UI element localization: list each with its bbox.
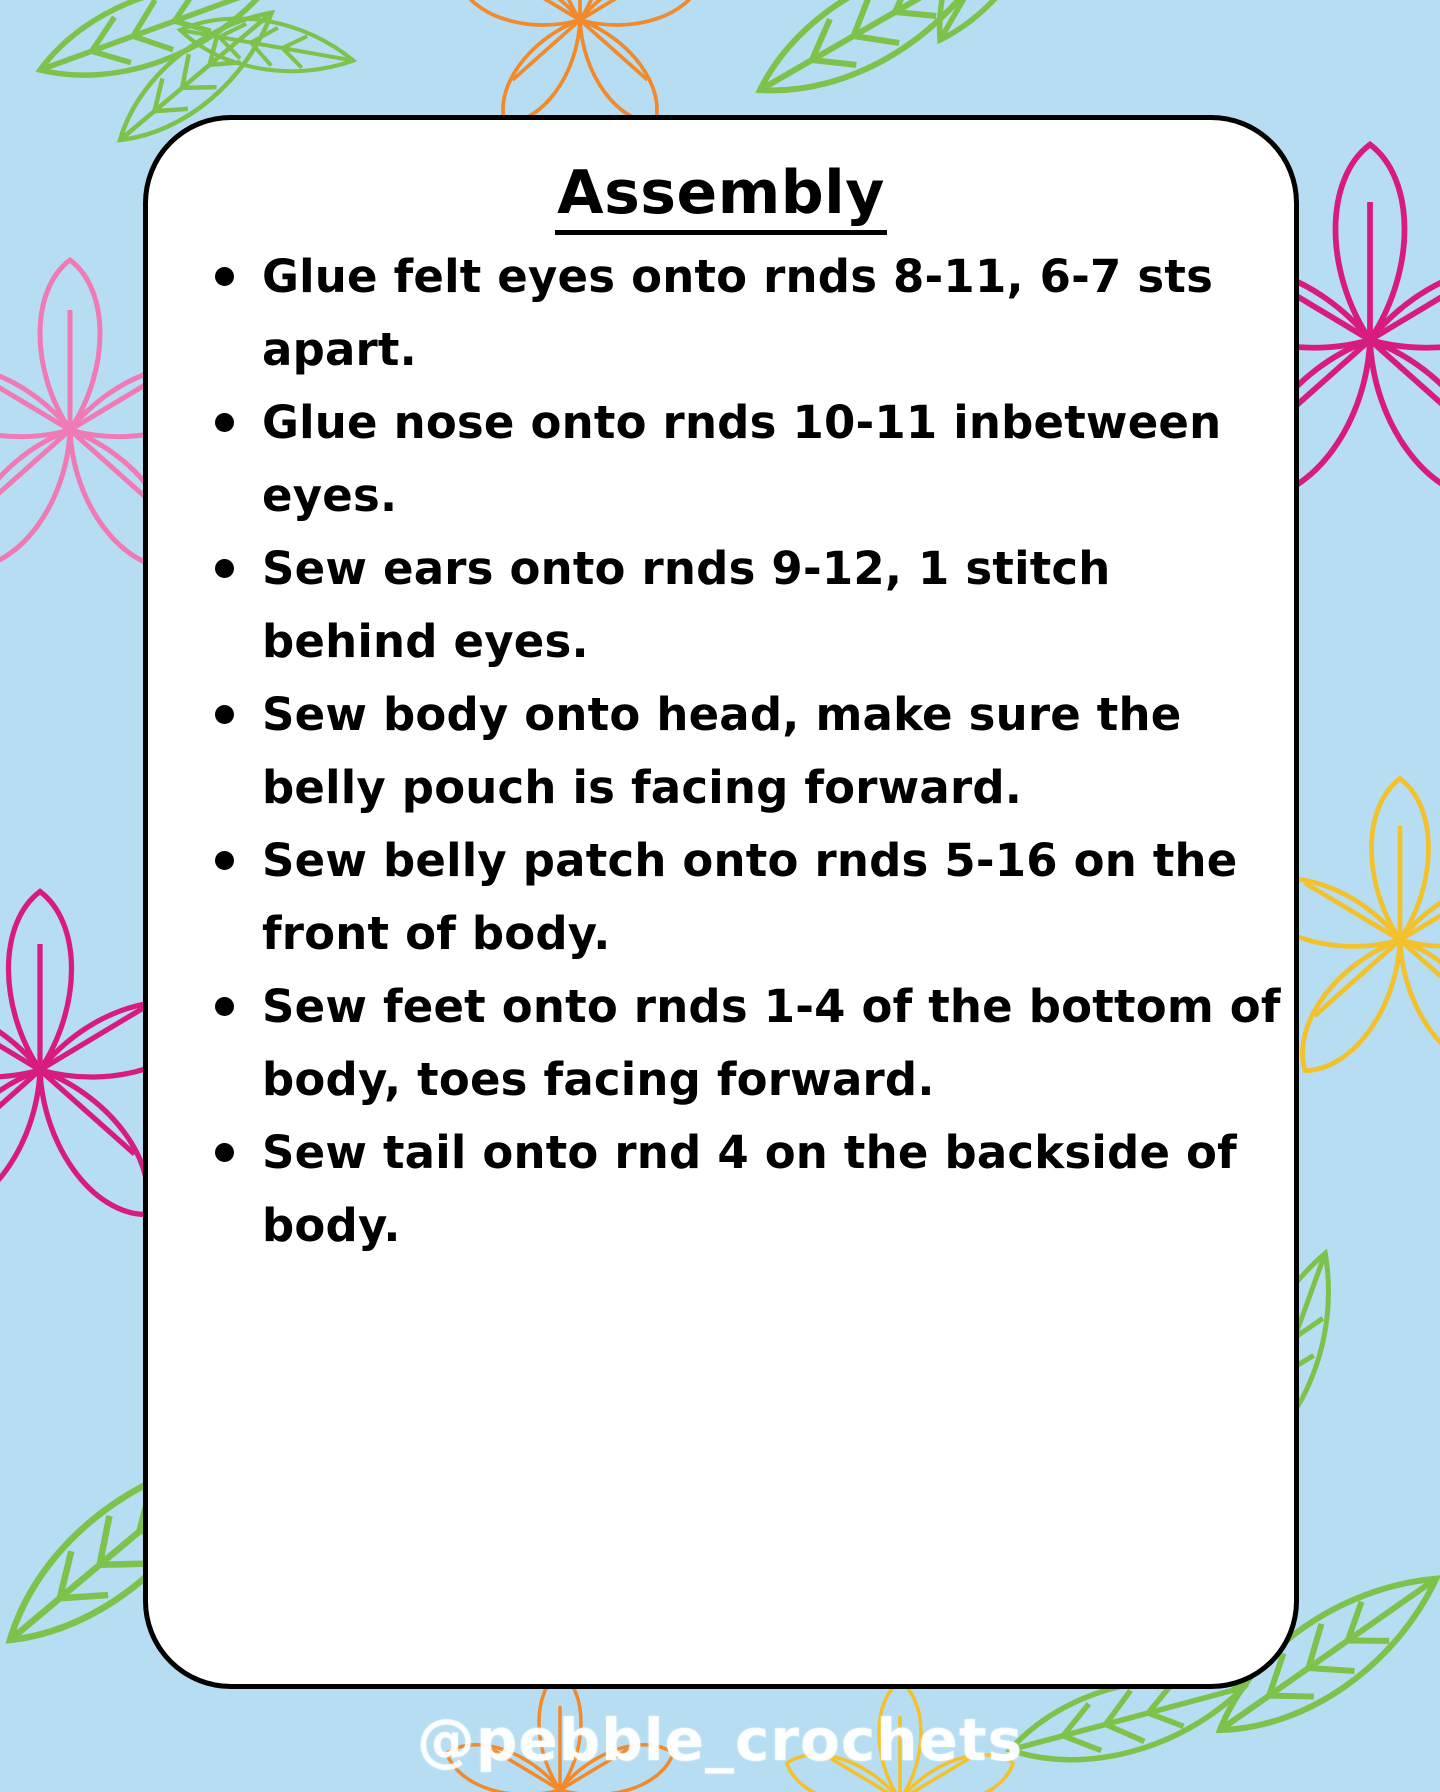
bullet-icon — [215, 267, 234, 286]
card-title — [148, 156, 1294, 235]
list-item — [208, 1116, 1288, 1262]
list-item — [208, 532, 1288, 678]
step-text: Sew ears onto rnds 9-12, 1 stitch behind eyes. — [262, 542, 1111, 668]
step-text: Sew tail onto rnd 4 on the backside of body. — [262, 1126, 1237, 1252]
bullet-icon — [215, 1143, 234, 1162]
step-text: Sew feet onto rnds 1-4 of the bottom of body, toes facing forward. — [262, 980, 1281, 1106]
step-text: Sew body onto head, make sure the belly pouch is facing forward. — [262, 688, 1182, 814]
bullet-icon — [215, 705, 234, 724]
card-title-text: Assembly — [555, 156, 887, 235]
list-item — [208, 386, 1288, 532]
steps-list — [208, 240, 1288, 1262]
bullet-icon — [215, 413, 234, 432]
bullet-icon — [215, 997, 234, 1016]
watermark: @pebble_crochets — [416, 1706, 1024, 1774]
list-item — [208, 824, 1288, 970]
step-text: Glue felt eyes onto rnds 8-11, 6-7 sts apart. — [262, 250, 1214, 376]
list-item — [208, 678, 1288, 824]
list-item — [208, 240, 1288, 386]
bullet-icon — [215, 559, 234, 578]
list-item — [208, 970, 1288, 1116]
step-text: Glue nose onto rnds 10-11 inbetween eyes. — [262, 396, 1222, 522]
bullet-icon — [215, 851, 234, 870]
assembly-card — [143, 115, 1299, 1689]
step-text: Sew belly patch onto rnds 5-16 on the front of body. — [262, 834, 1238, 960]
